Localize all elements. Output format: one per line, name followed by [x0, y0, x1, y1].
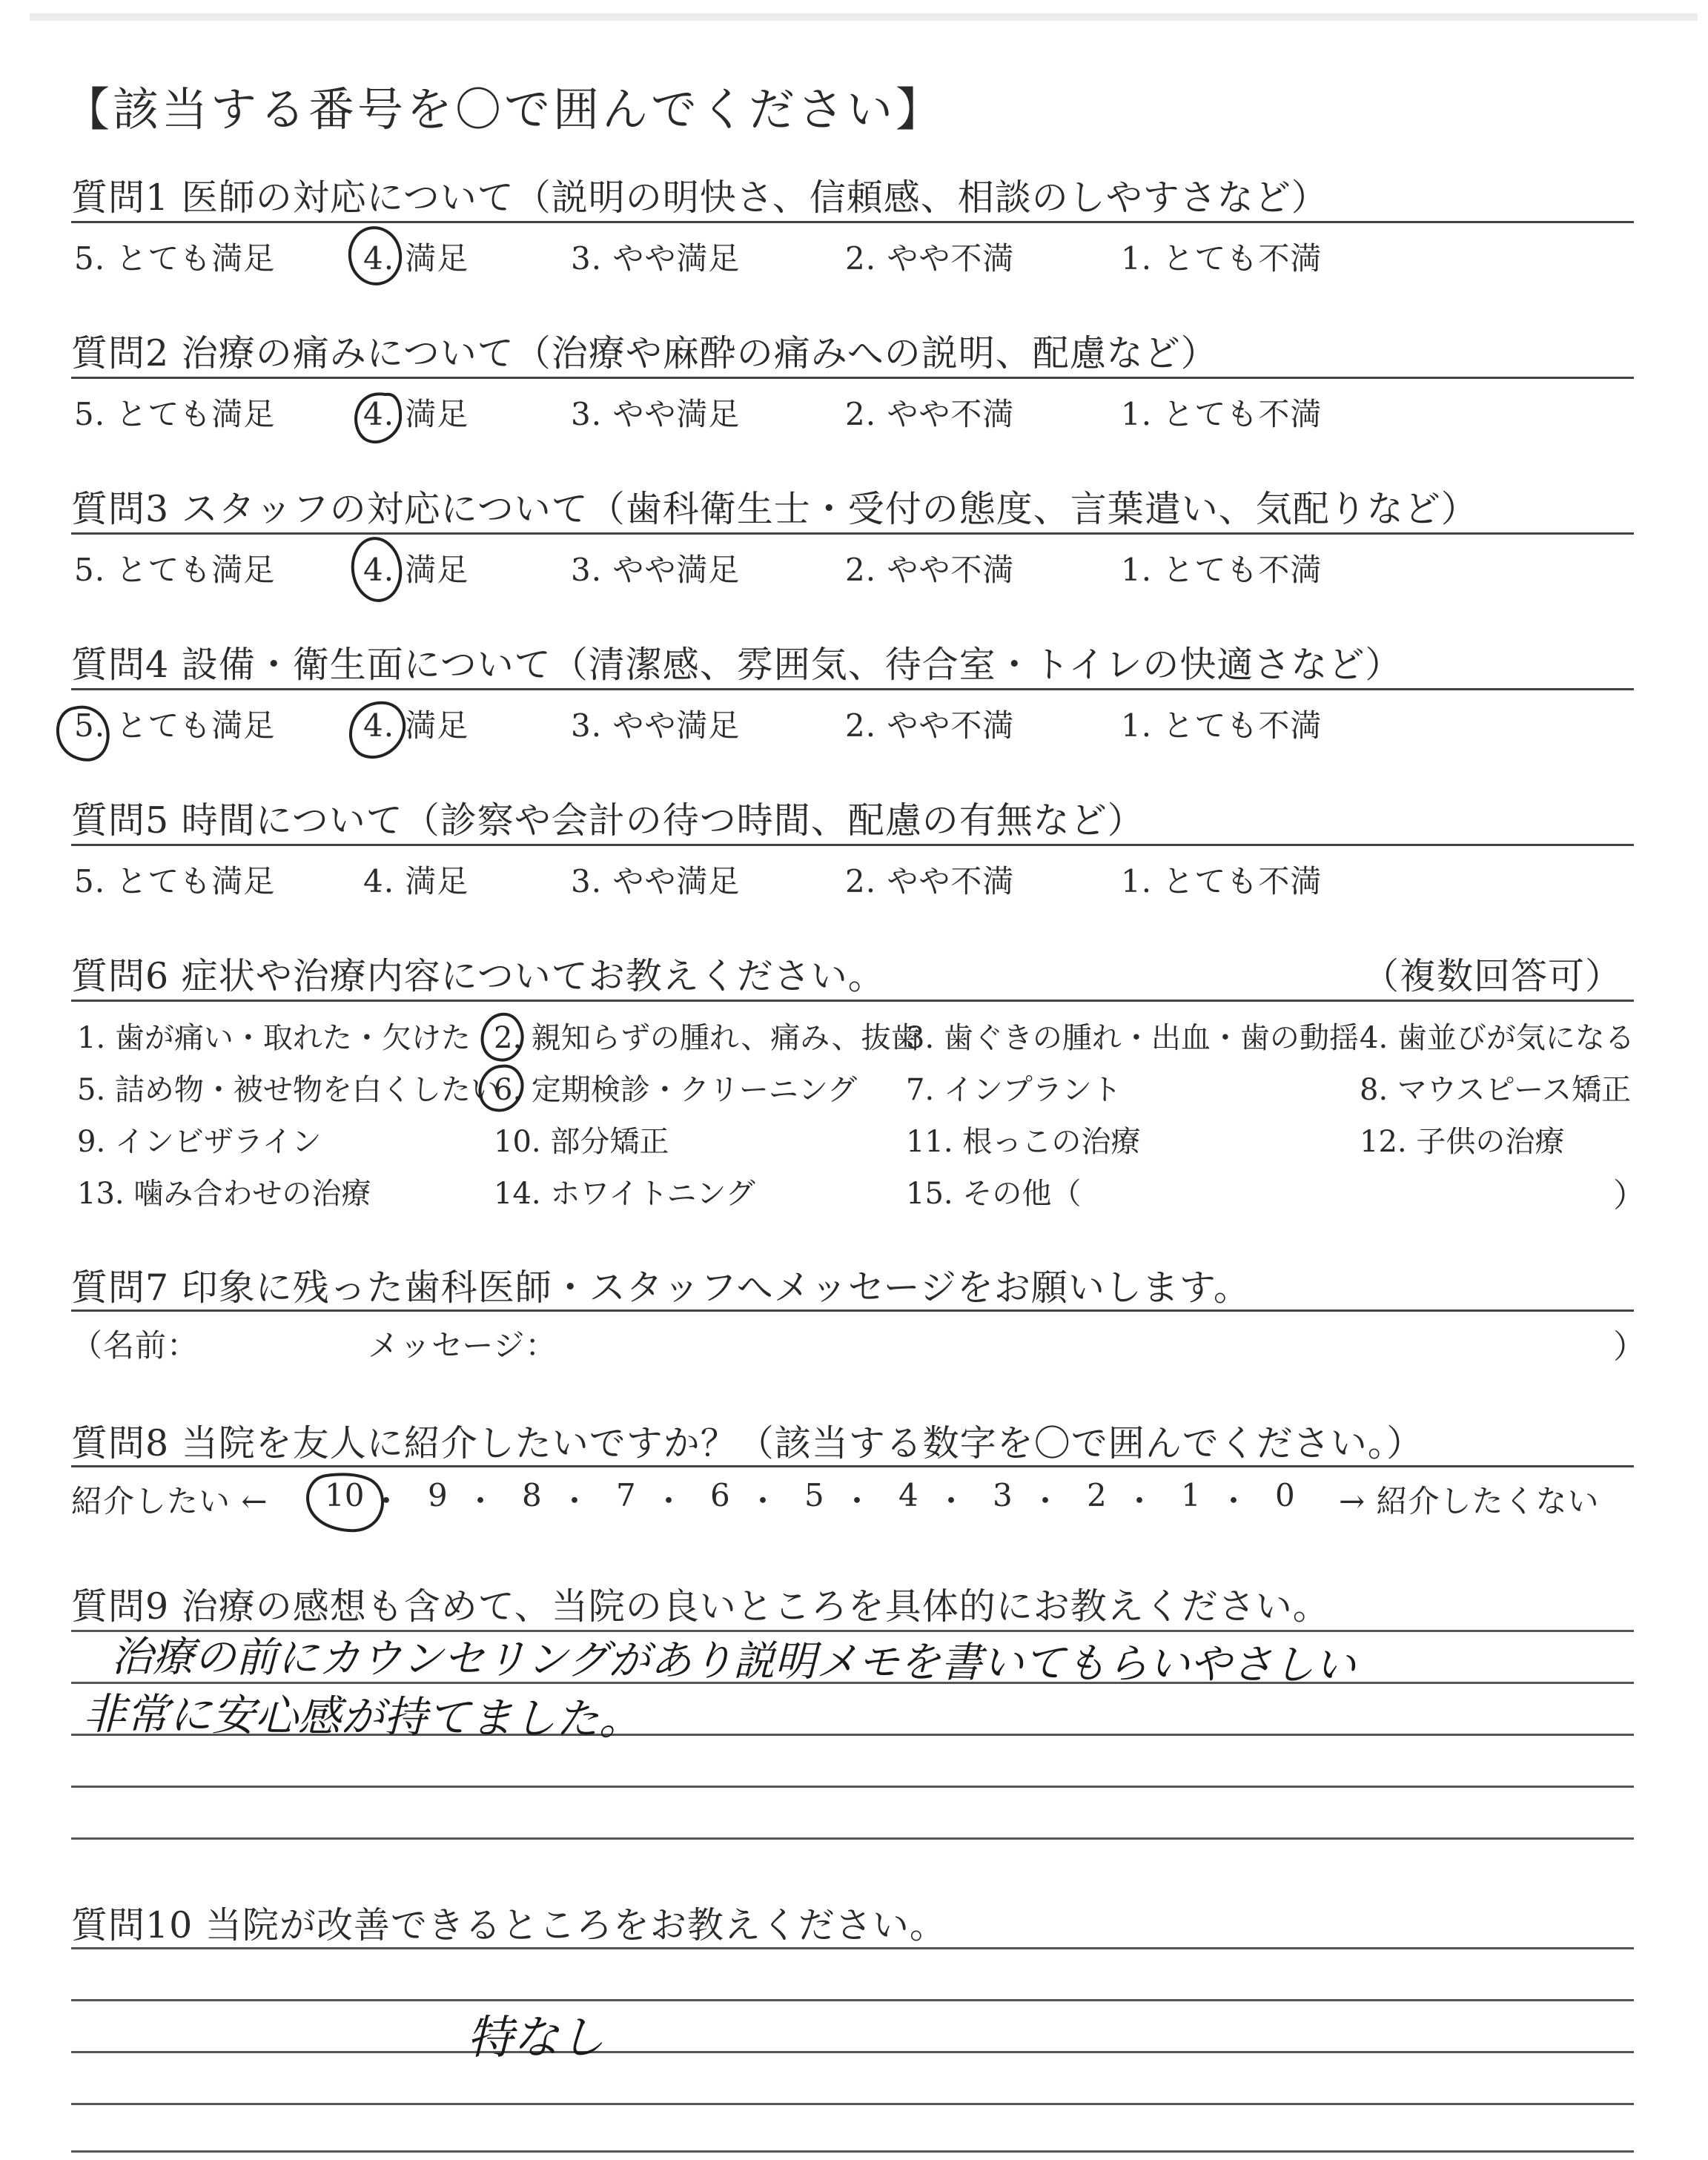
question-2-rule: [71, 377, 1634, 379]
q8-scale-1[interactable]: 1: [1181, 1477, 1201, 1513]
q8-scale-separator: ・: [1218, 1483, 1250, 1519]
q1-option-1[interactable]: 1. とても不満: [1121, 240, 1323, 277]
q7-close-paren: ）: [1613, 1328, 1646, 1366]
q10-line-3: [71, 2051, 1634, 2053]
q8-scale-separator: ・: [747, 1483, 779, 1519]
question-4-heading: 質問4 設備・衛生面について（清潔感、雰囲気、待合室・トイレの快適さなど）: [71, 644, 1403, 686]
q4-option-1[interactable]: 1. とても不満: [1121, 707, 1323, 744]
q9-line-5: [71, 1837, 1634, 1840]
q8-scale-2[interactable]: 2: [1087, 1477, 1107, 1513]
q8-scale-separator: ・: [653, 1483, 685, 1519]
question-5-rule: [71, 844, 1634, 846]
q8-scale-separator: ・: [936, 1483, 967, 1519]
q8-scale-7[interactable]: 7: [616, 1477, 636, 1513]
q6-item-2[interactable]: 2. 親知らずの腫れ、痛み、抜歯: [494, 1021, 921, 1055]
q10-line-1: [71, 1947, 1634, 1949]
q5-option-5[interactable]: 5. とても満足: [74, 863, 276, 899]
question-10-heading: 質問10 当院が改善できるところをお教えください。: [71, 1904, 947, 1946]
q5-option-4[interactable]: 4. 満足: [363, 863, 469, 899]
q10-handwritten-answer: 特なし: [467, 2010, 606, 2064]
q9-line-4: [71, 1786, 1634, 1788]
q10-line-2: [71, 1999, 1634, 2001]
q5-option-2[interactable]: 2. やや不満: [845, 863, 1015, 899]
question-2-heading: 質問2 治療の痛みについて（治療や麻酔の痛みへの説明、配慮など）: [71, 332, 1218, 374]
q3-option-3[interactable]: 3. やや満足: [571, 552, 741, 588]
q6-item-4[interactable]: 4. 歯並びが気になる: [1360, 1021, 1635, 1055]
q6-item-14[interactable]: 14. ホワイトニング: [494, 1177, 755, 1211]
question-1-rule: [71, 221, 1634, 223]
q8-scale-separator: ・: [465, 1483, 497, 1519]
question-3-heading: 質問3 スタッフの対応について（歯科衛生士・受付の態度、言葉遣い、気配りなど）: [71, 488, 1478, 530]
question-6-heading: 質問6 症状や治療内容についてお教えください。: [71, 955, 885, 997]
q2-option-5[interactable]: 5. とても満足: [74, 396, 276, 432]
q4-option-5[interactable]: 5. とても満足: [74, 707, 276, 744]
q6-item-10[interactable]: 10. 部分矯正: [494, 1125, 669, 1159]
question-3-rule: [71, 532, 1634, 535]
q6-item-5[interactable]: 5. 詰め物・被せ物を白くしたい: [77, 1073, 500, 1107]
q6-item-7[interactable]: 7. インプラント: [906, 1073, 1122, 1107]
q1-option-5[interactable]: 5. とても満足: [74, 240, 276, 277]
q8-scale-separator: ・: [1124, 1483, 1156, 1519]
q5-option-1[interactable]: 1. とても不満: [1121, 863, 1323, 899]
question-8-heading: 質問8 当院を友人に紹介したいですか？（該当する数字を〇で囲んでください。）: [71, 1422, 1424, 1464]
q3-option-5[interactable]: 5. とても満足: [74, 552, 276, 588]
q7-message-label[interactable]: メッセージ：: [368, 1327, 557, 1364]
q8-scale-separator: ・: [841, 1483, 873, 1519]
q8-scale-3[interactable]: 3: [993, 1477, 1013, 1513]
q8-scale-5[interactable]: 5: [804, 1477, 824, 1513]
q2-option-4[interactable]: 4. 満足: [363, 396, 469, 432]
q6-item-3[interactable]: 3. 歯ぐきの腫れ・出血・歯の動揺: [906, 1021, 1359, 1055]
q8-scale-6[interactable]: 6: [710, 1477, 730, 1513]
q8-scale-8[interactable]: 8: [522, 1477, 542, 1513]
q5-option-3[interactable]: 3. やや満足: [571, 863, 741, 899]
page-title: 【該当する番号を〇で囲んでください】: [64, 82, 945, 136]
question-5-heading: 質問5 時間について（診察や会計の待つ時間、配慮の有無など）: [71, 799, 1145, 842]
question-7-heading: 質問7 印象に残った歯科医師・スタッフへメッセージをお願いします。: [71, 1266, 1251, 1309]
q2-option-2[interactable]: 2. やや不満: [845, 396, 1015, 432]
question-6-rule: [71, 1000, 1634, 1002]
q8-scale-0[interactable]: 0: [1275, 1477, 1295, 1513]
q8-scale-separator: ・: [1030, 1483, 1062, 1519]
q10-line-5: [71, 2150, 1634, 2153]
q9-handwritten-answer-line-1: 治療の前にカウンセリングがあり説明メモを書いてもらいやさしい: [110, 1633, 1357, 1690]
q8-left-label: 紹介したい ←: [71, 1483, 268, 1519]
q8-scale-10[interactable]: 10: [325, 1477, 365, 1513]
q3-option-4[interactable]: 4. 満足: [363, 552, 469, 588]
q8-scale-9[interactable]: 9: [428, 1477, 448, 1513]
q6-item-6[interactable]: 6. 定期検診・クリーニング: [494, 1073, 858, 1107]
q9-handwritten-answer-line-2: 非常に安心感が持てました。: [82, 1688, 643, 1745]
q6-item-11[interactable]: 11. 根っこの治療: [906, 1125, 1141, 1159]
q6-item-8[interactable]: 8. マウスピース矯正: [1360, 1073, 1632, 1107]
q10-line-4: [71, 2103, 1634, 2105]
q2-option-1[interactable]: 1. とても不満: [1121, 396, 1323, 432]
q6-item-9[interactable]: 9. インビザライン: [77, 1125, 322, 1159]
q1-option-2[interactable]: 2. やや不満: [845, 240, 1015, 277]
q8-scale-separator: ・: [371, 1483, 403, 1519]
q4-option-3[interactable]: 3. やや満足: [571, 707, 741, 744]
question-9-heading: 質問9 治療の感想も含めて、当院の良いところを具体的にお教えください。: [71, 1585, 1330, 1628]
q7-name-label[interactable]: （名前：: [71, 1327, 199, 1364]
q6-other-close-paren: ）: [1613, 1177, 1646, 1215]
q8-scale-4[interactable]: 4: [898, 1477, 918, 1513]
q1-option-4[interactable]: 4. 満足: [363, 240, 469, 277]
q6-item-13[interactable]: 13. 噛み合わせの治療: [77, 1177, 371, 1211]
q4-option-2[interactable]: 2. やや不満: [845, 707, 1015, 744]
q8-scale-separator: ・: [559, 1483, 591, 1519]
question-1-heading: 質問1 医師の対応について（説明の明快さ、信頼感、相談のしやすさなど）: [71, 176, 1328, 219]
q3-option-2[interactable]: 2. やや不満: [845, 552, 1015, 588]
q8-right-label: → 紹介したくない: [1339, 1483, 1600, 1519]
q2-option-3[interactable]: 3. やや満足: [571, 396, 741, 432]
q6-item-15[interactable]: 15. その他（: [906, 1177, 1082, 1211]
q3-option-1[interactable]: 1. とても不満: [1121, 552, 1323, 588]
question-8-rule: [71, 1465, 1634, 1467]
q6-item-1[interactable]: 1. 歯が痛い・取れた・欠けた: [77, 1021, 471, 1055]
question-4-rule: [71, 688, 1634, 690]
question-6-note: （複数回答可）: [1363, 955, 1623, 997]
q6-item-12[interactable]: 12. 子供の治療: [1360, 1125, 1565, 1159]
q1-option-3[interactable]: 3. やや満足: [571, 240, 741, 277]
scan-top-edge: [30, 13, 1698, 21]
question-7-rule: [71, 1309, 1634, 1312]
q4-option-4[interactable]: 4. 満足: [363, 707, 469, 744]
